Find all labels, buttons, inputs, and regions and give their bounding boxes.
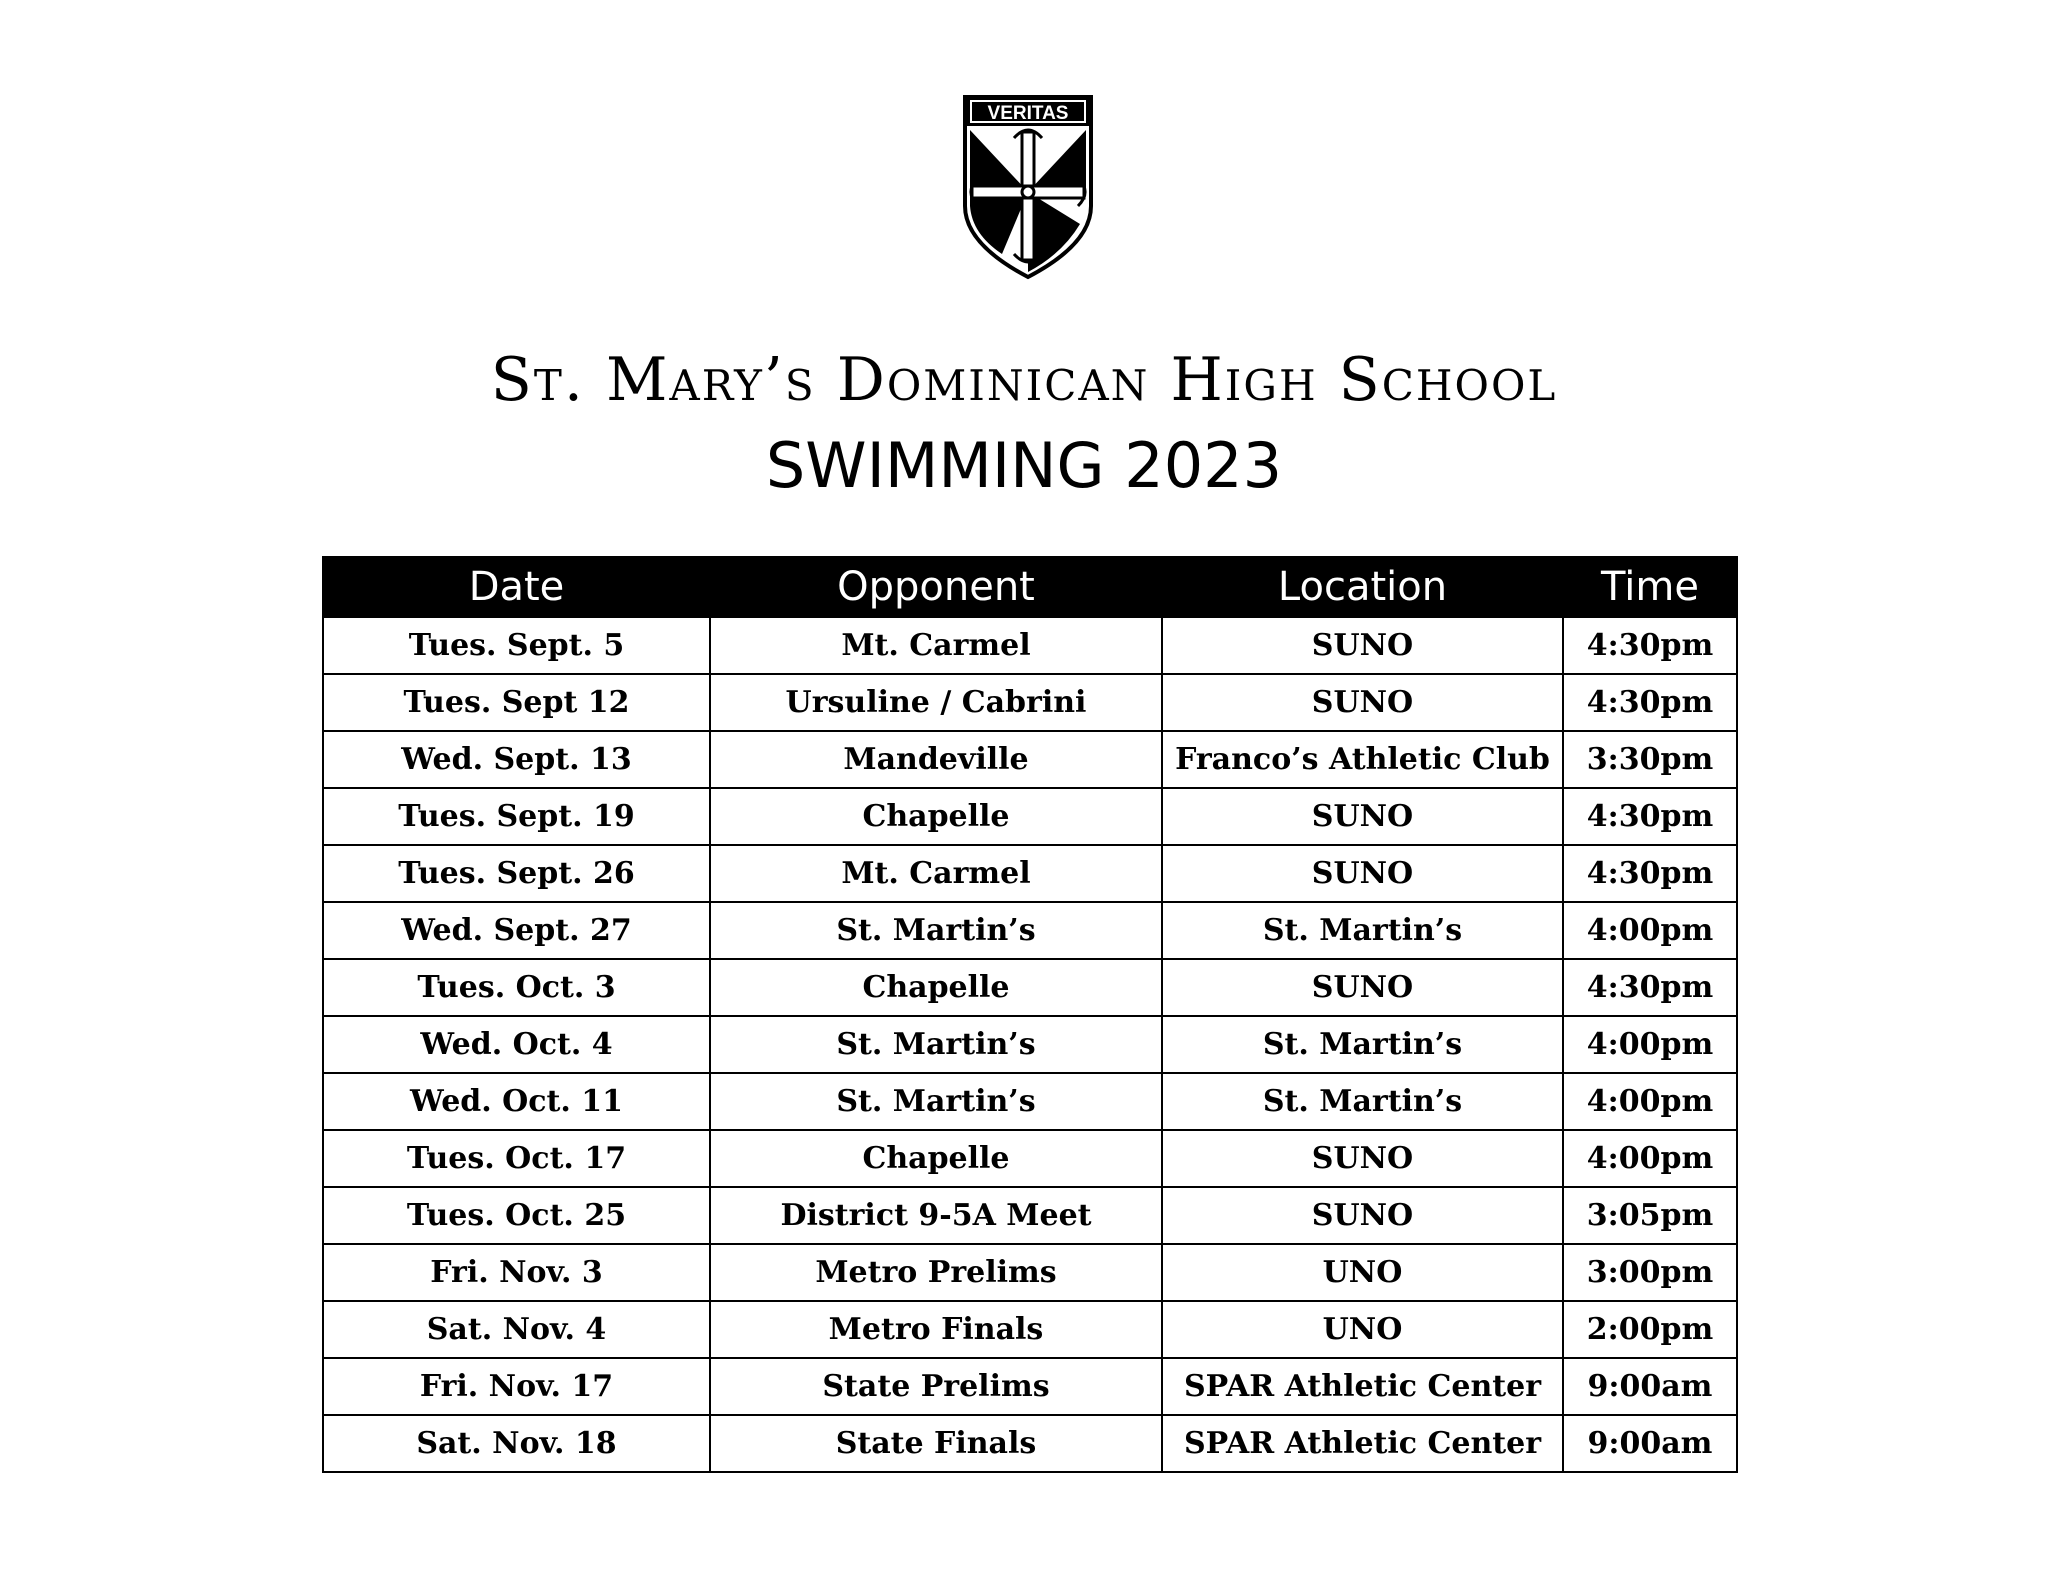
cell-date: Tues. Sept. 19 <box>323 788 710 845</box>
cell-date: Fri. Nov. 17 <box>323 1358 710 1415</box>
cell-opponent: Chapelle <box>710 1130 1162 1187</box>
school-crest <box>962 94 1094 280</box>
cell-date: Sat. Nov. 4 <box>323 1301 710 1358</box>
dominican-cross-shield-icon <box>962 94 1094 280</box>
schedule-table <box>322 556 1738 1473</box>
column-header-date: Date <box>323 557 710 617</box>
crest-motto: VERITAS <box>987 103 1069 124</box>
cell-time: 4:00pm <box>1563 1073 1737 1130</box>
cell-date: Fri. Nov. 3 <box>323 1244 710 1301</box>
cell-location: SUNO <box>1162 674 1563 731</box>
cell-opponent: State Prelims <box>710 1358 1162 1415</box>
cell-location: SUNO <box>1162 845 1563 902</box>
table-row <box>323 1073 1737 1130</box>
cell-time: 4:30pm <box>1563 617 1737 674</box>
cell-date: Tues. Oct. 25 <box>323 1187 710 1244</box>
cell-time: 3:05pm <box>1563 1187 1737 1244</box>
cell-time: 9:00am <box>1563 1415 1737 1472</box>
cell-date: Tues. Oct. 17 <box>323 1130 710 1187</box>
table-row <box>323 1016 1737 1073</box>
cell-location: SUNO <box>1162 1187 1563 1244</box>
table-row <box>323 1130 1737 1187</box>
cell-date: Tues. Oct. 3 <box>323 959 710 1016</box>
cell-time: 9:00am <box>1563 1358 1737 1415</box>
table-row <box>323 1187 1737 1244</box>
cell-opponent: St. Martin’s <box>710 1016 1162 1073</box>
table-row <box>323 902 1737 959</box>
cell-opponent: Mt. Carmel <box>710 617 1162 674</box>
cell-time: 3:30pm <box>1563 731 1737 788</box>
cell-time: 4:00pm <box>1563 902 1737 959</box>
column-header-location: Location <box>1162 557 1563 617</box>
cell-time: 3:00pm <box>1563 1244 1737 1301</box>
cell-location: SUNO <box>1162 617 1563 674</box>
column-header-opponent: Opponent <box>710 557 1162 617</box>
cell-opponent: Ursuline / Cabrini <box>710 674 1162 731</box>
cell-date: Wed. Sept. 27 <box>323 902 710 959</box>
cell-opponent: Metro Finals <box>710 1301 1162 1358</box>
table-row <box>323 1415 1737 1472</box>
table-row <box>323 1358 1737 1415</box>
column-header-time: Time <box>1563 557 1737 617</box>
school-name: St. Mary’s Dominican High School <box>490 345 1558 415</box>
table-row <box>323 1301 1737 1358</box>
cell-opponent: Chapelle <box>710 959 1162 1016</box>
cell-location: St. Martin’s <box>1162 902 1563 959</box>
cell-opponent: State Finals <box>710 1415 1162 1472</box>
cell-location: SPAR Athletic Center <box>1162 1415 1563 1472</box>
table-row <box>323 1244 1737 1301</box>
table-row <box>323 845 1737 902</box>
sport-title: SWIMMING 2023 <box>765 429 1283 502</box>
cell-date: Sat. Nov. 18 <box>323 1415 710 1472</box>
cell-time: 4:00pm <box>1563 1130 1737 1187</box>
table-row <box>323 731 1737 788</box>
cell-date: Tues. Sept. 5 <box>323 617 710 674</box>
cell-time: 4:30pm <box>1563 674 1737 731</box>
cell-opponent: Mt. Carmel <box>710 845 1162 902</box>
cell-location: SUNO <box>1162 959 1563 1016</box>
cell-date: Wed. Oct. 11 <box>323 1073 710 1130</box>
cell-location: SUNO <box>1162 1130 1563 1187</box>
cell-date: Tues. Sept. 26 <box>323 845 710 902</box>
cell-opponent: Metro Prelims <box>710 1244 1162 1301</box>
cell-date: Tues. Sept 12 <box>323 674 710 731</box>
cell-location: UNO <box>1162 1244 1563 1301</box>
cell-location: St. Martin’s <box>1162 1073 1563 1130</box>
cell-date: Wed. Oct. 4 <box>323 1016 710 1073</box>
cell-location: SUNO <box>1162 788 1563 845</box>
cell-time: 4:30pm <box>1563 788 1737 845</box>
cell-time: 2:00pm <box>1563 1301 1737 1358</box>
cell-location: Franco’s Athletic Club <box>1162 731 1563 788</box>
cell-location: UNO <box>1162 1301 1563 1358</box>
cell-time: 4:30pm <box>1563 959 1737 1016</box>
cell-location: SPAR Athletic Center <box>1162 1358 1563 1415</box>
table-row <box>323 617 1737 674</box>
cell-date: Wed. Sept. 13 <box>323 731 710 788</box>
table-row <box>323 959 1737 1016</box>
header-row <box>323 557 1737 617</box>
table-row <box>323 674 1737 731</box>
cell-time: 4:00pm <box>1563 1016 1737 1073</box>
cell-opponent: Chapelle <box>710 788 1162 845</box>
table-row <box>323 788 1737 845</box>
cell-opponent: St. Martin’s <box>710 902 1162 959</box>
cell-opponent: District 9-5A Meet <box>710 1187 1162 1244</box>
cell-location: St. Martin’s <box>1162 1016 1563 1073</box>
cell-opponent: St. Martin’s <box>710 1073 1162 1130</box>
cell-time: 4:30pm <box>1563 845 1737 902</box>
cell-opponent: Mandeville <box>710 731 1162 788</box>
